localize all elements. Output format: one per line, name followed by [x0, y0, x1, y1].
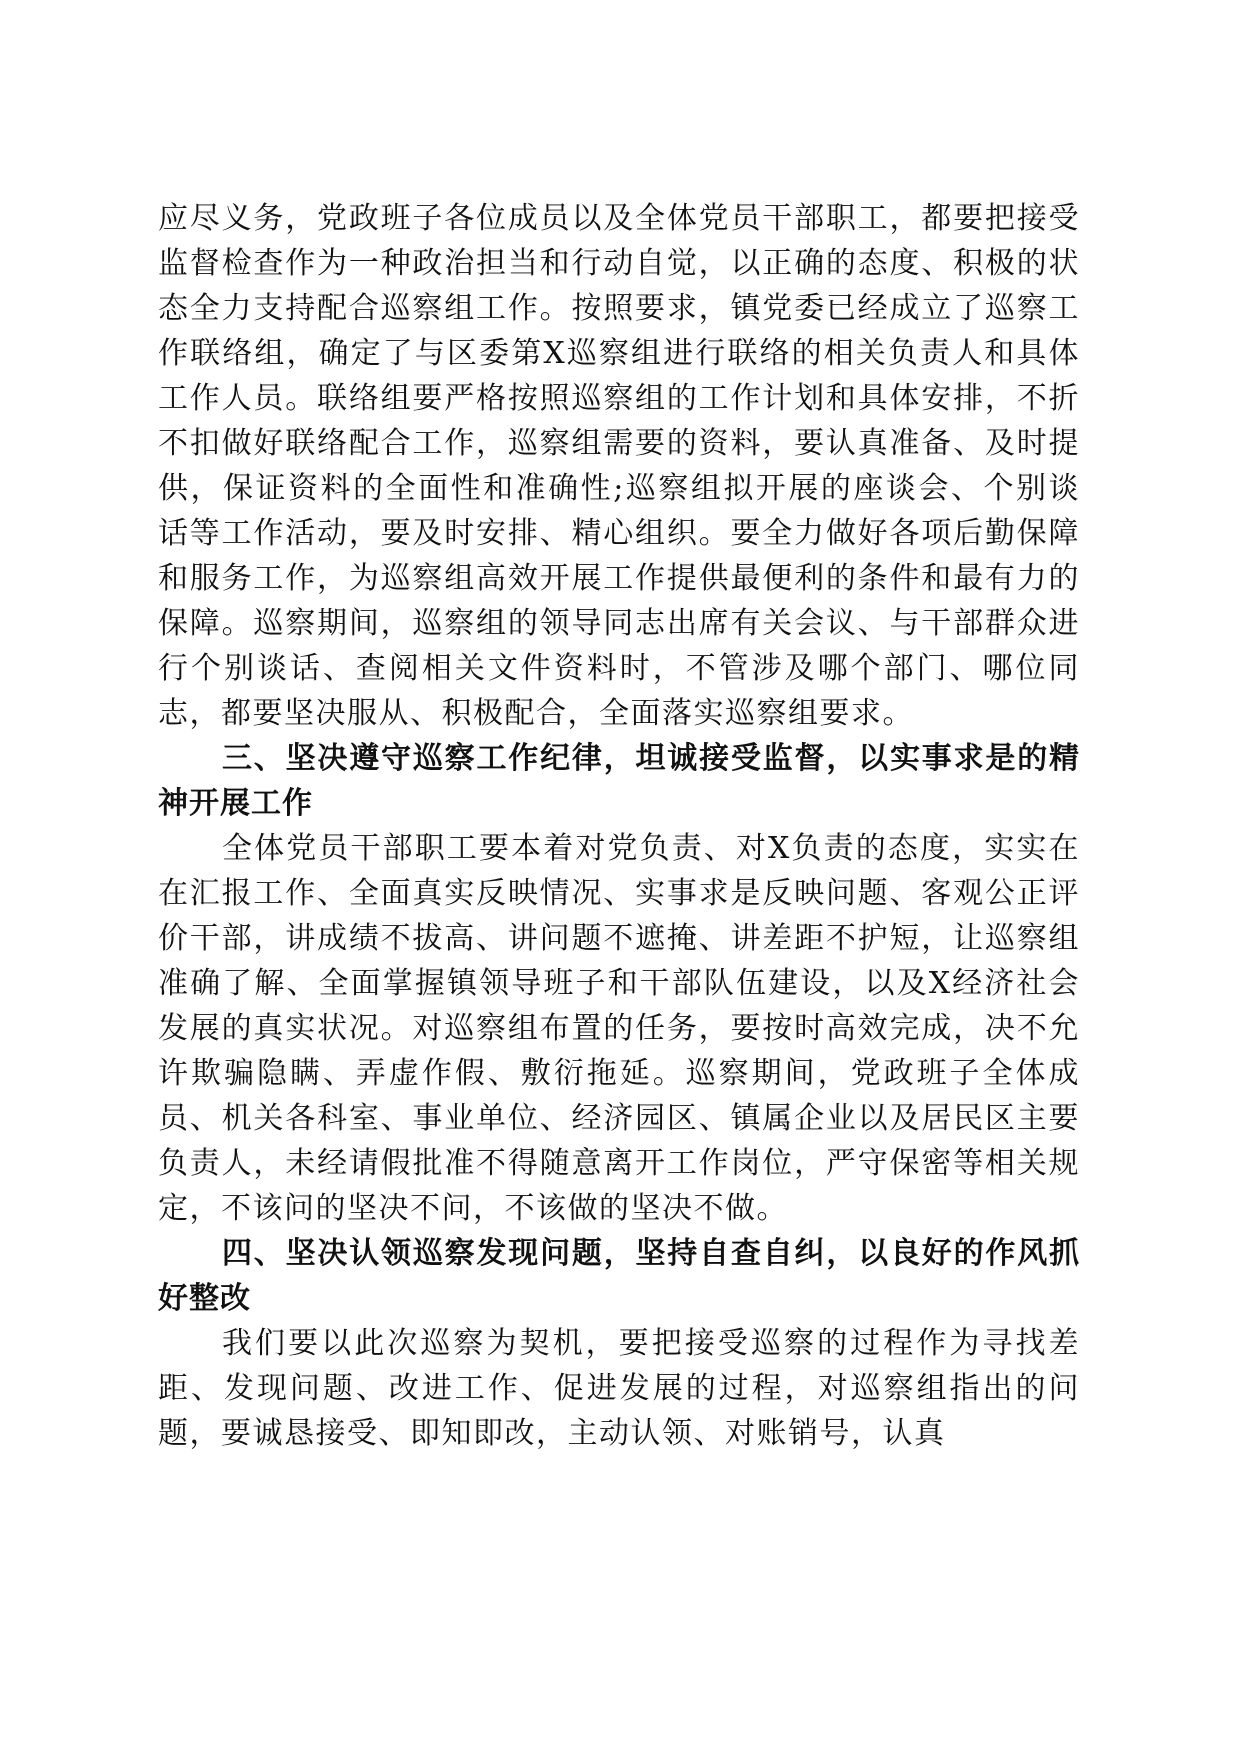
section-heading-3: 三、坚决遵守巡察工作纪律，坦诚接受监督，以实事求是的精神开展工作: [158, 741, 1080, 821]
document-page: [158, 196, 1080, 1456]
section-heading-4: 四、坚决认领巡察发现问题，坚持自查自纠，以良好的作风抓好整改: [158, 1236, 1080, 1316]
body-paragraph-1: 应尽义务，党政班子各位成员以及全体党员干部职工，都要把接受监督检查作为一种政治担当和行动自觉，以正确的态度、积极的状态全力支持配合巡察组工作。按照要求，镇党委已经成立了巡察工作联络组，确定了与区委第X巡察组进行联络的相关负责人和具体工作人员。联络组要严格按照巡察组的工作计划和具体安排，不折不扣做好联络配合工作，巡察组需要的资料，要认真准备、及时提供，保证资料的全面性和准确性;巡察组拟开展的座谈会、个别谈话等工作活动，要及时安排、精心组织。要全力做好各项后勤保障和服务工作，为巡察组高效开展工作提供最便利的条件和最有力的保障。巡察期间，巡察组的领导同志出席有关会议、与干部群众进行个别谈话、查阅相关文件资料时，不管涉及哪个部门、哪位同志，都要坚决服从、积极配合，全面落实巡察组要求。: [158, 201, 1080, 731]
body-paragraph-3: 我们要以此次巡察为契机，要把接受巡察的过程作为寻找差距、发现问题、改进工作、促进发展的过程，对巡察组指出的问题，要诚恳接受、即知即改，主动认领、对账销号，认真: [158, 1326, 1080, 1451]
body-paragraph-2: 全体党员干部职工要本着对党负责、对X负责的态度，实实在在汇报工作、全面真实反映情况、实事求是反映问题、客观公正评价干部，讲成绩不拔高、讲问题不遮掩、讲差距不护短，让巡察组准确了解、全面掌握镇领导班子和干部队伍建设，以及X经济社会发展的真实状况。对巡察组布置的任务，要按时高效完成，决不允许欺骗隐瞒、弄虚作假、敷衍拖延。巡察期间，党政班子全体成员、机关各科室、事业单位、经济园区、镇属企业以及居民区主要负责人，未经请假批准不得随意离开工作岗位，严守保密等相关规定，不该问的坚决不问，不该做的坚决不做。: [158, 831, 1080, 1226]
